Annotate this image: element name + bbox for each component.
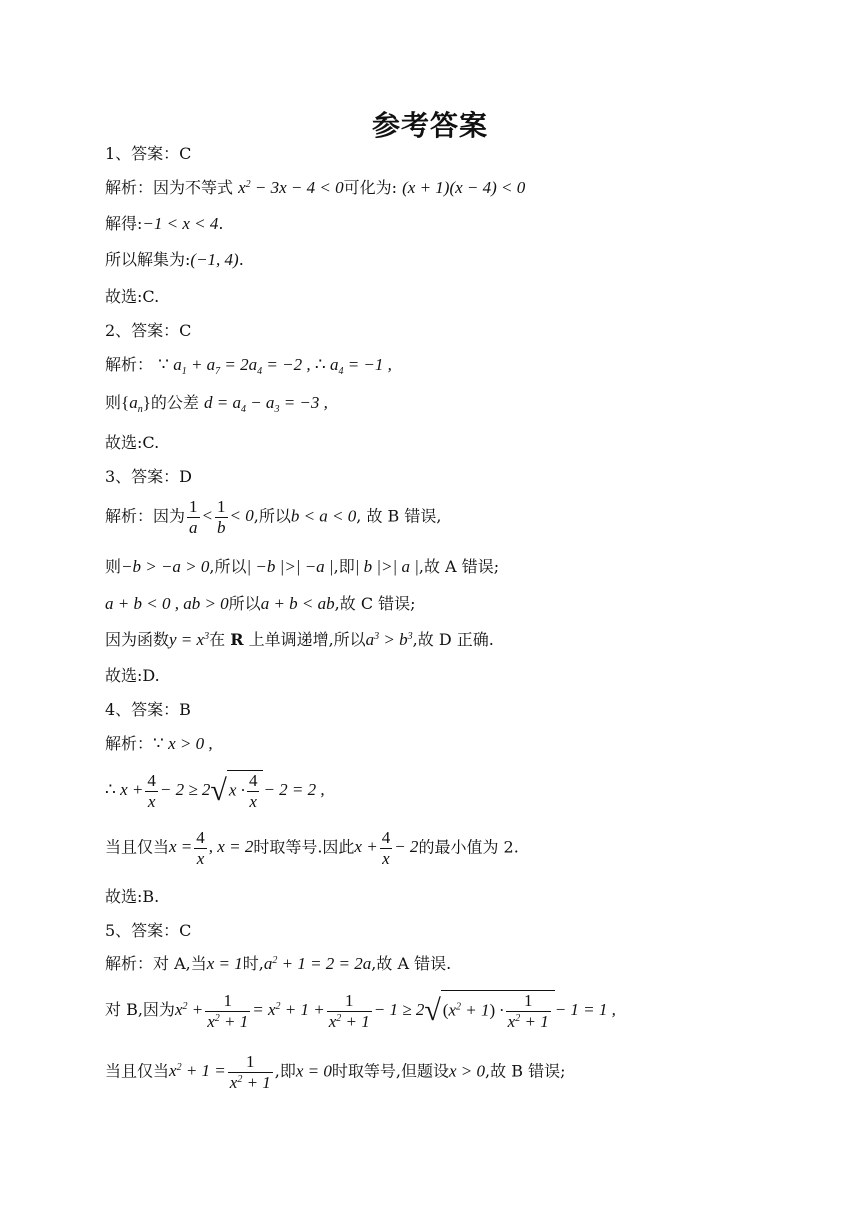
q2-step2-expr: $d = a_4 - a_3 = -3$ , — [203, 393, 328, 415]
q1-mid-text: 可化为: — [343, 178, 398, 197]
q5-l3-expr1: x = 0 — [295, 1061, 332, 1081]
q4-step1-expr: ∵ x > 0 , — [153, 734, 213, 753]
q3-l1-expr: b < a < 0 — [290, 506, 357, 526]
q2-analysis-prefix: 解析： — [105, 355, 154, 374]
q3-analysis-prefix: 解析：因为 — [105, 506, 186, 526]
q2-step2-prefix: 则 — [105, 393, 122, 412]
q2-step1-expr: ∵ $a_1 + a_7 = 2a_4 = -2$ , ∴ $a_4 = -1$ , — [158, 355, 392, 377]
q5-l3-expr2: x > 0 — [449, 1061, 486, 1081]
q3-l2-expr1: −b > −a > 0 — [121, 557, 210, 576]
q3-line3: a + b < 0 , ab > 0所以a + b < ab,故 C 错误; — [105, 594, 416, 613]
q1-analysis — [105, 177, 525, 199]
q3-l3-expr1: a + b < 0 , ab > 0 — [105, 594, 229, 613]
q5-l2-expr: $x^2$ + $\frac{1}{x^2 + 1}$ = $x^2 + 1$ + $\frac{1}{x^2 + 1}$ − 1 ≥ 2√ $(x^2 + 1)$ · $\frac{1}{x^2 + 1}$ − 1 = 1 , — [174, 990, 616, 1031]
q2-sequence: $\{a_n\}$ — [121, 393, 151, 415]
q1-solve-expr: −1 < x < 4 — [142, 214, 219, 233]
q3-l2-expr2: | −b |>| −a | — [246, 557, 334, 576]
q4-eq-expr: x + $\frac{4}{x}$ − 2 — [354, 828, 419, 868]
q3-choose: 故选:D. — [105, 666, 160, 685]
q5-l3-cond: $x^2 + 1$ = $\frac{1}{x^2 + 1}$ — [169, 1052, 271, 1092]
q1-analysis-prefix: 解析：因为不等式 — [105, 178, 234, 197]
q3-line1 — [105, 497, 441, 538]
q1-answer: 1、答案：C — [105, 144, 192, 163]
q2-choose: 故选:C. — [105, 433, 160, 452]
page-title: 参考答案 — [371, 109, 488, 142]
q1-factored: (x + 1)(x − 4) < 0 — [402, 178, 526, 197]
q2-step2-mid: 的公差 — [150, 393, 199, 412]
q4-eq-cond: x = $\frac{4}{x}$ , x = 2 — [169, 828, 254, 868]
q2-step1 — [105, 354, 392, 376]
q2-answer: 2、答案：C — [105, 321, 192, 340]
q3-real-set: R — [230, 630, 244, 649]
q4-equality: 当且仅当x = $\frac{4}{x}$ , x = 2时取等号.因此x + $\frac{4}{x}$ − 2的最小值为 2. — [105, 828, 519, 868]
q1-set-prefix: 所以解集为: — [105, 250, 191, 269]
q5-l1-cond: x = 1 — [206, 954, 243, 973]
q4-answer: 4、答案：B — [105, 700, 191, 719]
q3-frac-ineq: $\frac{1}{a}$ < $\frac{1}{b}$ < 0 — [189, 497, 254, 537]
q3-l2-expr3: | b |>| a | — [354, 557, 419, 576]
q3-cube-ineq: $a^3 > b^3$ — [365, 630, 413, 649]
q3-line4: 因为函数$y = x^3$在 R 上单调递增,所以$a^3 > b^3$,故 D 正确. — [105, 630, 494, 649]
q3-l3-expr2: a + b < ab — [260, 594, 335, 613]
q5-line1: 解析：对 A,当x = 1时$,a^2 + 1 = 2 = 2a$,故 A 错误. — [105, 954, 452, 973]
q3-answer: 3、答案：D — [105, 467, 193, 486]
q5-line2: 对 B,因为$x^2$ + $\frac{1}{x^2 + 1}$ = $x^2 + 1$ + $\frac{1}{x^2 + 1}$ − 1 ≥ 2√ $(x^2 + 1)$ · $\frac{1}{x^2 + 1}$ − 1 = 1 , — [105, 990, 616, 1031]
q3-l1-end: , 故 B 错误, — [356, 506, 442, 526]
q2-step2 — [105, 392, 328, 414]
q1-set-expr: (−1, 4) — [190, 250, 239, 269]
q1-set: 所以解集为:(−1, 4). — [105, 250, 244, 269]
q3-line2: 则−b > −a > 0,所以| −b |>| −a |,即| b |>| a |,故 A 错误; — [105, 557, 500, 576]
q3-func: $y = x^3$ — [169, 630, 210, 649]
q4-amgm: ∴ x + $\frac{4}{x}$ − 2 ≥ 2√ x · $\frac{4}{x}$ − 2 = 2 , — [105, 770, 325, 811]
q4-choose: 故选:B. — [105, 887, 160, 906]
q5-line3: 当且仅当$x^2 + 1$ = $\frac{1}{x^2 + 1}$ ,即x = 0时取等号,但题设x > 0,故 B 错误; — [105, 1052, 566, 1092]
q1-choose: 故选:C. — [105, 287, 160, 306]
q1-inequality: $x^2 - 3x - 4 < 0$ — [238, 178, 344, 197]
q5-answer: 5、答案：C — [105, 921, 192, 940]
q1-solve: 解得:−1 < x < 4. — [105, 214, 224, 233]
q5-l1-expr: $a^2 + 1 = 2 = 2a$ — [263, 954, 372, 973]
q4-step2 — [105, 770, 325, 812]
q3-l1-mid: ,所以 — [253, 506, 291, 526]
q4-step1: 解析：∵ x > 0 , — [105, 734, 213, 753]
q1-solve-prefix: 解得: — [105, 214, 143, 233]
